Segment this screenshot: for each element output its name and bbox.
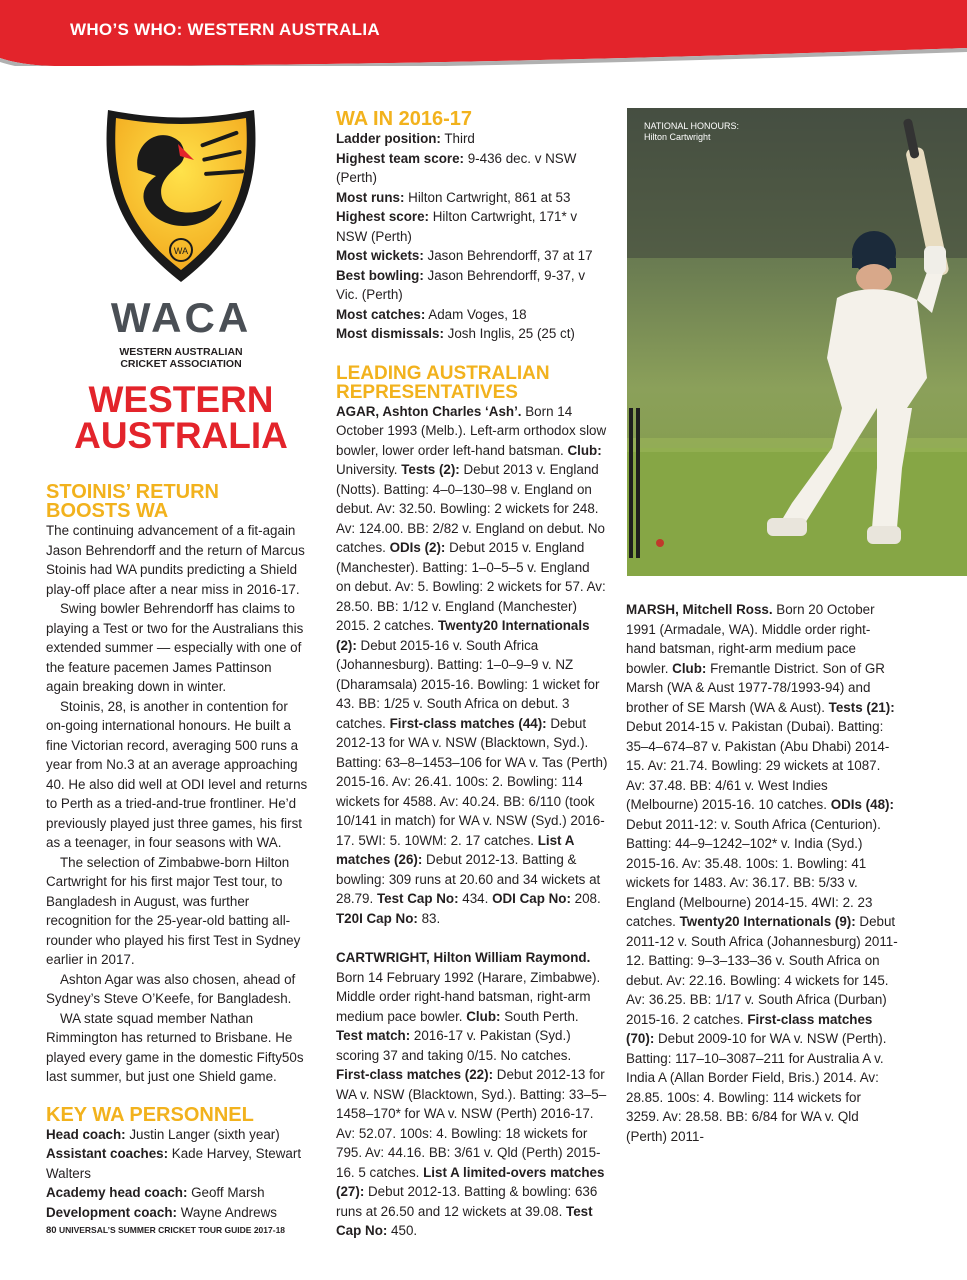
profile-label: First-class matches (22): [336, 1067, 494, 1082]
season-label: Most wickets: [336, 248, 424, 263]
profile-label: ODIs (2): [389, 540, 446, 555]
profile-text: Debut 2011-12: v. South Africa (Centurion). Batting: 44–9–1242–102* v. India (Syd.) 2015-16. Av: 35.48. 100s: 1. Bowling: 41 wickets for 1483. Av: 36.17. BB: 5/33 v. England (Melbourne) 2014-15. 4WI: 2. 23 catches. [626, 816, 881, 929]
profile-text: 434. [458, 891, 493, 906]
profile-text: 208. [570, 891, 601, 906]
feature-paragraph: Swing bowler Behrendorff has claims to playing a Test or two for the Australians this extended summer — especially with one of the feature pacemen James Pattinson again breaking down in winter. [46, 601, 304, 694]
personnel-item [46, 1144, 308, 1183]
representatives-heading [336, 364, 608, 402]
team-title-line2: AUSTRALIA [74, 415, 288, 456]
season-value: Third [440, 131, 475, 146]
season-heading: WA IN 2016-17 [336, 108, 472, 130]
player-profile-marsh [626, 600, 898, 1146]
header-banner [0, 0, 967, 66]
profile-text: Born 20 October 1991 (Armadale, WA). Middle order right-hand batsman, right-arm medium pace bowler. [626, 602, 875, 676]
page-footer [46, 1225, 285, 1236]
personnel-item [46, 1125, 308, 1145]
profile-label: Club: [672, 660, 707, 676]
feature-paragraph: WA state squad member Nathan Rimmington has returned to Brisbane. He played every game in the domestic Fifty50s last summer, but just one Shield game. [46, 1010, 304, 1084]
season-item [336, 266, 608, 305]
season-value: Hilton Cartwright, 171* v NSW (Perth) [336, 209, 578, 244]
profile-text: 450. [387, 1223, 418, 1238]
season-value: Adam Voges, 18 [425, 306, 527, 322]
profile-text: Debut 2012-13. Batting & bowling: 636 runs at 26.50 and 12 wickets at 39.08. [336, 1184, 598, 1219]
season-item [336, 129, 608, 149]
personnel-heading: KEY WA PERSONNEL [46, 1103, 254, 1126]
season-value: 9-436 dec. v NSW (Perth) [336, 150, 577, 185]
profile-label: Tests (2): [401, 462, 460, 477]
profile-text: Debut 2012-13 for WA v. NSW (Blacktown, Syd.). Batting: 63–8–1453–106 for WA v. Tas (Perth) 2015-16. Av: 26.41. 100s: 2. Bowling: 114 wickets for 4588. Av: 40.24. BB: 6/110 (took 10/141 in match) for WA v. NSW (Syd.) 2016-17. 5WI: 5. 10WM: 2. 17 catches. [336, 715, 608, 848]
season-label: Best bowling: [336, 267, 424, 283]
personnel-label: Assistant coaches: [46, 1146, 169, 1161]
stats-column [336, 110, 608, 1241]
profile-label: AGAR, Ashton Charles ‘Ash’. [336, 403, 522, 419]
personnel-label: Head coach: [46, 1126, 126, 1142]
profile-label: Club: [466, 1008, 501, 1024]
waca-shield-icon [100, 104, 262, 374]
team-title [46, 379, 316, 456]
profile-text: Debut 2015 v. England (Manchester). Batting: 1–0–5–5 v. England on debut. Av: 5. Bowling: 2 wickets for 57. Av: 28.50. BB: 1/12 v. England (Manchester) 2015. 2 catches. [336, 540, 606, 633]
personnel-value: Kade Harvey, Stewart Walters [46, 1146, 302, 1181]
season-label: Most runs: [336, 189, 405, 205]
season-label: Most catches: [336, 306, 426, 322]
profile-text: 2016-17 v. Pakistan (Syd.) scoring 37 and taking 0/15. No catches. [336, 1028, 572, 1063]
feature-heading-line2: BOOSTS WA [46, 500, 169, 522]
season-item [336, 207, 608, 246]
profile-text: Born 14 February 1992 (Harare, Zimbabwe). Middle order right-hand batsman, right-arm medium pace bowler. [336, 969, 601, 1024]
profile-text: Debut 2015-16 v. South Africa (Johannesburg). Batting: 1–0–9–9 v. NZ (Dharamsala) 2015-16. Bowling: 1 wicket for 43. BB: 1/25 v. South Africa on debut. 3 catches. [336, 637, 600, 731]
profile-label: Tests (21): [828, 699, 895, 715]
personnel-value: Justin Langer (sixth year) [125, 1126, 280, 1142]
season-item [336, 149, 608, 188]
profile-label: List A matches (26): [336, 832, 574, 867]
profile-label: Club: [567, 442, 602, 458]
season-item [336, 246, 608, 266]
profile-label: MARSH, Mitchell Ross. [626, 602, 773, 617]
representatives-heading-line2: REPRESENTATIVES [336, 381, 518, 403]
profile-label: First-class matches (44): [389, 715, 547, 731]
profile-label: ODIs (48): [830, 797, 894, 812]
season-value: Hilton Cartwright, 861 at 53 [404, 189, 571, 205]
profile-text: Debut 2013 v. England (Notts). Batting: 4–0–130–98 v. England on debut. Av: 32.50. Bowling: 2 wickets for 248. Av: 124.00. BB: 2/82 v. England on debut. No catches. [336, 462, 605, 555]
feature-column [46, 483, 308, 1222]
section-title: WHO’S WHO: WESTERN AUSTRALIA [70, 20, 380, 39]
profile-text: Debut 2012-13. Batting & bowling: 309 runs at 20.60 and 34 wickets at 28.79. [336, 852, 601, 906]
feature-paragraph: Stoinis, 28, is another in contention for on-going international honours. He built a fine Victorian record, averaging 500 runs a year from No.3 at an average approaching 40. He also did well at ODI level and returns to Perth as a tried-and-true frontliner. He’d previously played just three games, his first as a teenager, in four seasons with WA. [46, 698, 308, 850]
profile-text: University. [336, 462, 402, 477]
personnel-label: Academy head coach: [46, 1185, 188, 1200]
feature-paragraph: Ashton Agar was also chosen, ahead of Sydney’s Steve O’Keefe, for Bangladesh. [46, 971, 296, 1006]
player-photo [627, 108, 967, 576]
personnel-value: Geoff Marsh [187, 1185, 265, 1200]
profile-label: First-class matches (70): [626, 1011, 873, 1046]
profile-text: South Perth. [500, 1008, 579, 1024]
waca-logo [100, 104, 262, 374]
profile-text: Debut 2009-10 for WA v. NSW (Perth). Batting: 117–10–3087–211 for Australia A v. India A (Allan Border Field, Bris.) 2014. Av: 28.85. 100s: 4. Bowling: 114 wickets for 3259. Av: 28.58. BB: 6/84 for WA v. Qld (Perth) 2011- [626, 1031, 887, 1144]
profile-text: Born 14 October 1993 (Melb.). Left-arm orthodox slow bowler, lower order left-hand batsman. [336, 403, 607, 458]
photo-caption [644, 121, 739, 143]
season-label: Highest score: [336, 209, 430, 224]
season-item [336, 305, 608, 325]
feature-paragraph: The selection of Zimbabwe-born Hilton Cartwright for his first major Test tour, to Bangladesh in August, was further recognition for the 25-year-old batting all-rounder who played his first Test in Sydney earlier in 2017. [46, 854, 301, 967]
waca-wordmark: WACA [110, 294, 252, 341]
svg-text:WA: WA [173, 246, 189, 256]
profile-text: Fremantle District. Son of GR Marsh (WA & Aust 1977-78/1993-94) and brother of SE Marsh (WA & Aust). [626, 660, 885, 715]
waca-line2: CRICKET ASSOCIATION [120, 358, 242, 370]
photo-caption-title: NATIONAL HONOURS: [644, 121, 740, 131]
personnel-item [46, 1183, 308, 1203]
profile-text: Debut 2014-15 v. Pakistan (Dubai). Batting: 35–4–674–87 v. Pakistan (Abu Dhabi) 2014-15. Av: 21.74. Bowling: 29 wickets at 1087. Av: 37.48. BB: 4/61 v. West Indies (Melbourne) 2015-16. 10 catches. [626, 719, 890, 812]
season-item [336, 324, 608, 344]
season-value: Jason Behrendorff, 9-37, v Vic. (Perth) [336, 267, 586, 302]
profile-text: Debut 2011-12 v. South Africa (Johannesburg) 2011-12. Batting: 9–3–133–36 v. South Africa on debut. Av: 22.16. Bowling: 4 wickets for 145. Av: 36.25. BB: 1/17 v. South Africa (Durban) 2015-16. 2 catches. [626, 914, 898, 1027]
profile-label: T20I Cap No: [336, 910, 418, 926]
feature-paragraph: The continuing advancement of a fit-again Jason Behrendorff and the return of Marcus Stoinis had WA pundits predicting a Shield play-off place after a near miss in 2016-17. [46, 523, 305, 597]
profile-label: List A limited-overs matches (27): [336, 1164, 605, 1199]
waca-line1: WESTERN AUSTRALIAN [119, 346, 243, 358]
page-number: 80 [46, 1225, 57, 1236]
profile-label: CARTWRIGHT, Hilton William Raymond. [336, 950, 591, 965]
feature-heading [46, 483, 308, 521]
feature-heading-line1: STOINIS’ RETURN [46, 481, 219, 503]
profile-label: ODI Cap No: [492, 891, 571, 906]
profile-label: Twenty20 Internationals (2): [336, 618, 590, 653]
profile-text: 83. [417, 910, 441, 926]
profile-label: Test match: [336, 1028, 411, 1043]
profile-label: Twenty20 Internationals (9): [679, 914, 856, 929]
profile-column [626, 600, 898, 1146]
profile-label: Test Cap No: [336, 1203, 593, 1238]
profile-text: Debut 2012-13 for WA v. NSW (Blacktown, Syd.). Batting: 33–5–1458–170* for WA v. NSW (Perth) 2016-17. Av: 52.07. 100s: 4. Bowling: 18 wickets for 795. Av: 44.16. BB: 3/61 v. Qld (Perth) 2015-16. 5 catches. [336, 1067, 607, 1180]
photo-caption-name: Hilton Cartwright [644, 132, 711, 142]
personnel-item [46, 1203, 308, 1223]
season-value: Jason Behrendorff, 37 at 17 [423, 248, 593, 263]
season-value: Josh Inglis, 25 (25 ct) [443, 326, 575, 341]
season-item [336, 188, 608, 208]
season-label: Highest team score: [336, 150, 464, 166]
player-profile-cartwright [336, 948, 608, 1241]
personnel-value: Wayne Andrews [176, 1204, 277, 1220]
player-profile-agar [336, 402, 608, 929]
publication-name: UNIVERSAL’S SUMMER CRICKET TOUR GUIDE 2017-18 [56, 1225, 286, 1235]
team-title-line1: WESTERN [88, 379, 274, 420]
profile-label: Test Cap No: [376, 891, 459, 906]
season-label: Ladder position: [336, 131, 441, 146]
personnel-label: Development coach: [46, 1204, 177, 1220]
representatives-heading-line1: LEADING AUSTRALIAN [336, 362, 550, 384]
cricketer-image [627, 108, 967, 576]
season-label: Most dismissals: [336, 326, 444, 341]
